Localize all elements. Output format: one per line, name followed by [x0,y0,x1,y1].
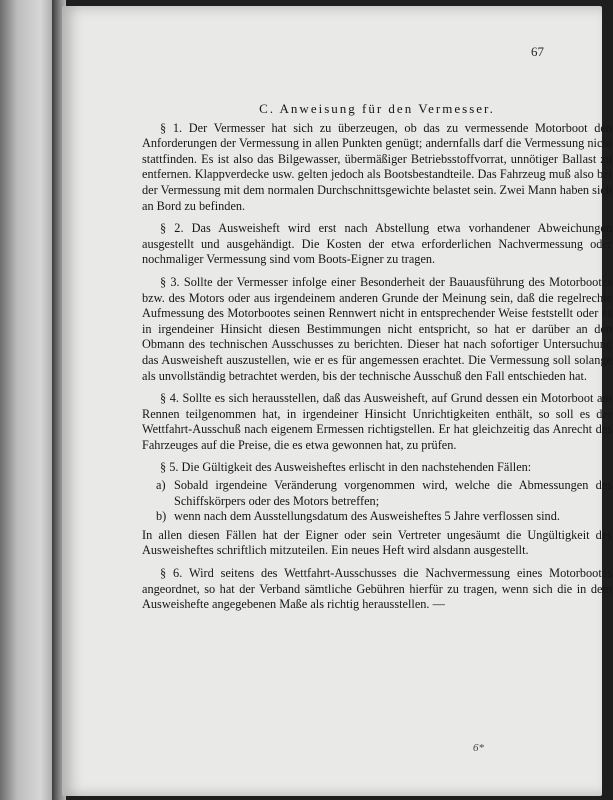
signature-mark: 6* [473,742,484,754]
paragraph-5-list [142,478,612,525]
paragraph-5-after: In allen diesen Fällen hat der Eigner oder sein Vertreter ungesäumt die Ungültigkeit des Ausweisheftes schriftlich mitzuteilen. Ein neues Heft wird alsdann ausgestellt. [142,527,612,558]
page-text [142,101,612,620]
list-item [156,478,612,509]
paragraph-5: § 5. Die Gültigkeit des Ausweisheftes erlischt in den nachstehenden Fällen: [160,460,532,475]
page-number: 67 [531,44,544,59]
list-item [156,509,612,525]
section-heading: C. Anweisung für den Vermesser. [259,101,495,116]
paragraph-6: § 6. Wird seitens des Wettfahrt-Ausschusses die Nachvermessung eines Motorbootes angeordnet, so hat der Verband sämtliche Gebühren hierfür zu tragen, wenn sich die in dem Ausweishefte angegebenen Maße als richtig herausstellen. — [142,566,612,612]
list-marker: b) [156,509,167,524]
list-text: Sobald irgendeine Veränderung vorgenommen wird, welche die Abmessungen des Schiffskörpers oder des Motors betreffen; [174,478,612,508]
paragraph-4: § 4. Sollte es sich herausstellen, daß das Ausweisheft, auf Grund dessen ein Motorboot am Rennen teilgenommen hat, in irgendeiner Hinsicht Unrichtigkeiten enthält, so soll es der Wettfahrt-Ausschuß nach eigenem Ermessen richtigstellen. Er hat gleichzeitig das Anrecht des Fahrzeuges auf die Preise, die es etwa gewonnen hat, zu prüfen. [142,391,612,452]
paragraph-1: § 1. Der Vermesser hat sich zu überzeugen, ob das zu vermessende Motorboot den Anforderungen der Vermessung in allen Punkten genügt; andernfalls darf die Vermessung nicht stattfinden. Es ist also das Bilgewasser, übermäßiger Betriebsstoffvorrat, unnötiger Ballast zu entfernen. Klappverdecke usw. gelten jedoch als Bootsbestandteile. Das Fahrzeug muß also bei der Vermessung mit dem normalen Durchschnittsgewichte belastet sein. Zwei Mann haben sich an Bord zu befinden. [142,120,612,213]
book-page [62,6,612,796]
list-text: wenn nach dem Ausstellungsdatum des Ausweisheftes 5 Jahre verflossen sind. [174,509,560,524]
paragraph-2: § 2. Das Ausweisheft wird erst nach Abstellung etwa vorhandener Abweichungen ausgestellt und ausgehändigt. Die Kosten der etwa erforderlichen Nachvermessung oder nochmaliger Vermessung sind vom Boots-Eigner zu tragen. [142,221,612,267]
paragraph-3: § 3. Sollte der Vermesser infolge einer Besonderheit der Bauausführung des Motorbootes bzw. des Motors oder aus irgendeinem anderen Grunde der Meinung sein, daß die regelrechte Aufmessung des Motorbootes seinen Rennwert nicht in entsprechender Weise feststellt oder es in irgendeiner Hinsicht diesen Bestimmungen nicht entspricht, so hat er darüber an den Obmann des technischen Ausschusses zu berichten. Dieser hat nach sofortiger Untersuchung das Ausweisheft auszustellen, wie er es für angemessen erachtet. Die Vermessung soll solange als unvollständig betrachtet werden, bis der technische Ausschuß den Fall entschieden hat. [142,274,612,383]
facing-page-edge [0,0,58,800]
list-marker: a) [156,478,166,493]
